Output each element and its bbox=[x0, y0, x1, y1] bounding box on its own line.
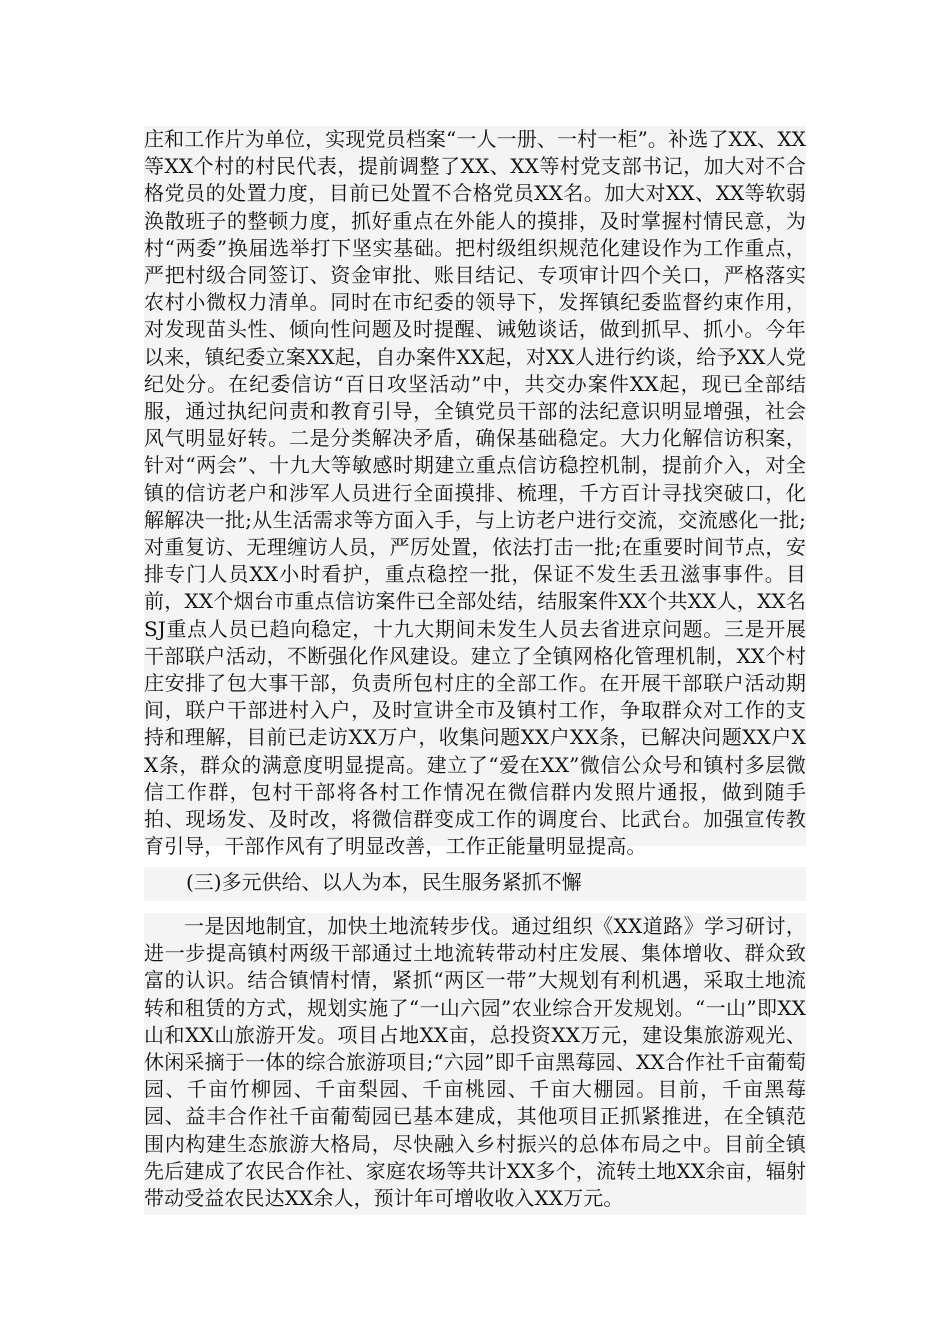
section-heading bbox=[144, 867, 806, 901]
text-block-section3 bbox=[144, 913, 806, 1215]
paragraph-continued: 庄和工作片为单位，实现党员档案“一人一册、一村一柜”。补选了XX、XX等XX个村的村民代表，提前调整了XX、XX等村党支部书记，加大对不合格党员的处置力度，目前已处置不合格党员XX名。加大对XX、XX等软弱涣散班子的整顿力度，抓好重点在外能人的摸排，及时掌握村情民意，为村“两委”换届选举打下坚实基础。把村级组织规范化建设作为工作重点，严把村级合同签订、资金审批、账目结记、专项审计四个关口，严格落实农村小微权力清单。同时在市纪委的领导下，发挥镇纪委监督约束作用，对发现苗头性、倾向性问题及时提醒、诫勉谈话，做到抓早、抓小。今年以来，镇纪委立案XX起，自办案件XX起，对XX人进行约谈，给予XX人党纪处分。在纪委信访“百日攻坚活动”中，共交办案件XX起，现已全部结服，通过执纪问责和教育引导，全镇党员干部的法纪意识明显增强，社会风气明显好转。二是分类解决矛盾，确保基础稳定。大力化解信访积案，针对“两会”、十九大等敏感时期建立重点信访稳控机制，提前介入，对全镇的信访老户和涉军人员进行全面摸排、梳理，千方百计寻找突破口，化解解决一批;从生活需求等方面入手，与上访老户进行交流，交流感化一批;对重复访、无理缠访人员，严厉处置，依法打击一批;在重要时间节点，安排专门人员XX小时看护，重点稳控一批，保证不发生丢丑滋事事件。目前，XX个烟台市重点信访案件已全部处结，结服案件XX个共XX人，XX名SJ重点人员已趋向稳定，十九大期间未发生人员去省进京问题。三是开展干部联户活动，不断强化作风建设。建立了全镇网格化管理机制，XX个村庄安排了包大事干部，负责所包村庄的全部工作。在开展干部联户活动期间，联户干部进村入户，及时宣讲全市及镇村工作，争取群众对工作的支持和理解，目前已走访XX万户，收集问题XX户XX条，已解决问题XX户XX条，群众的满意度明显提高。建立了“爱在XX”微信公众号和镇村多层微信工作群，包村干部将各村工作情况在微信群内发照片通报，做到随手拍、现场发、及时改，将微信群变成工作的调度台、比武台。加强宣传教育引导，干部作风有了明显改善，工作正能量明显提高。 bbox=[144, 127, 806, 859]
section-heading-text: (三)多元供给、以人为本，民生服务紧抓不懈 bbox=[186, 870, 582, 894]
text-block-continued bbox=[144, 126, 806, 859]
paragraph-section3: 一是因地制宜，加快土地流转步伐。通过组织《XX道路》学习研讨，进一步提高镇村两级干部通过土地流转带动村庄发展、集体增收、群众致富的认识。结合镇情村情，紧抓“两区一带”大规划有利机遇，采取土地流转和租赁的方式，规划实施了“一山六园”农业综合开发规划。“一山”即XX山和XX山旅游开发。项目占地XX亩，总投资XX万元，建设集旅游观光、休闲采摘于一体的综合旅游项目;“六园”即千亩黑莓园、XX合作社千亩葡萄园、千亩竹柳园、千亩梨园、千亩桃园、千亩大棚园。目前，千亩黑莓园、益丰合作社千亩葡萄园已基本建成，其他项目正抓紧推进，在全镇范围内构建生态旅游大格局，尽快融入乡村振兴的总体布局之中。目前全镇先后建成了农民合作社、家庭农场等共计XX多个，流转土地XX余亩，辐射带动受益农民达XX余人，预计年可增收收入XX万元。 bbox=[144, 914, 806, 1211]
